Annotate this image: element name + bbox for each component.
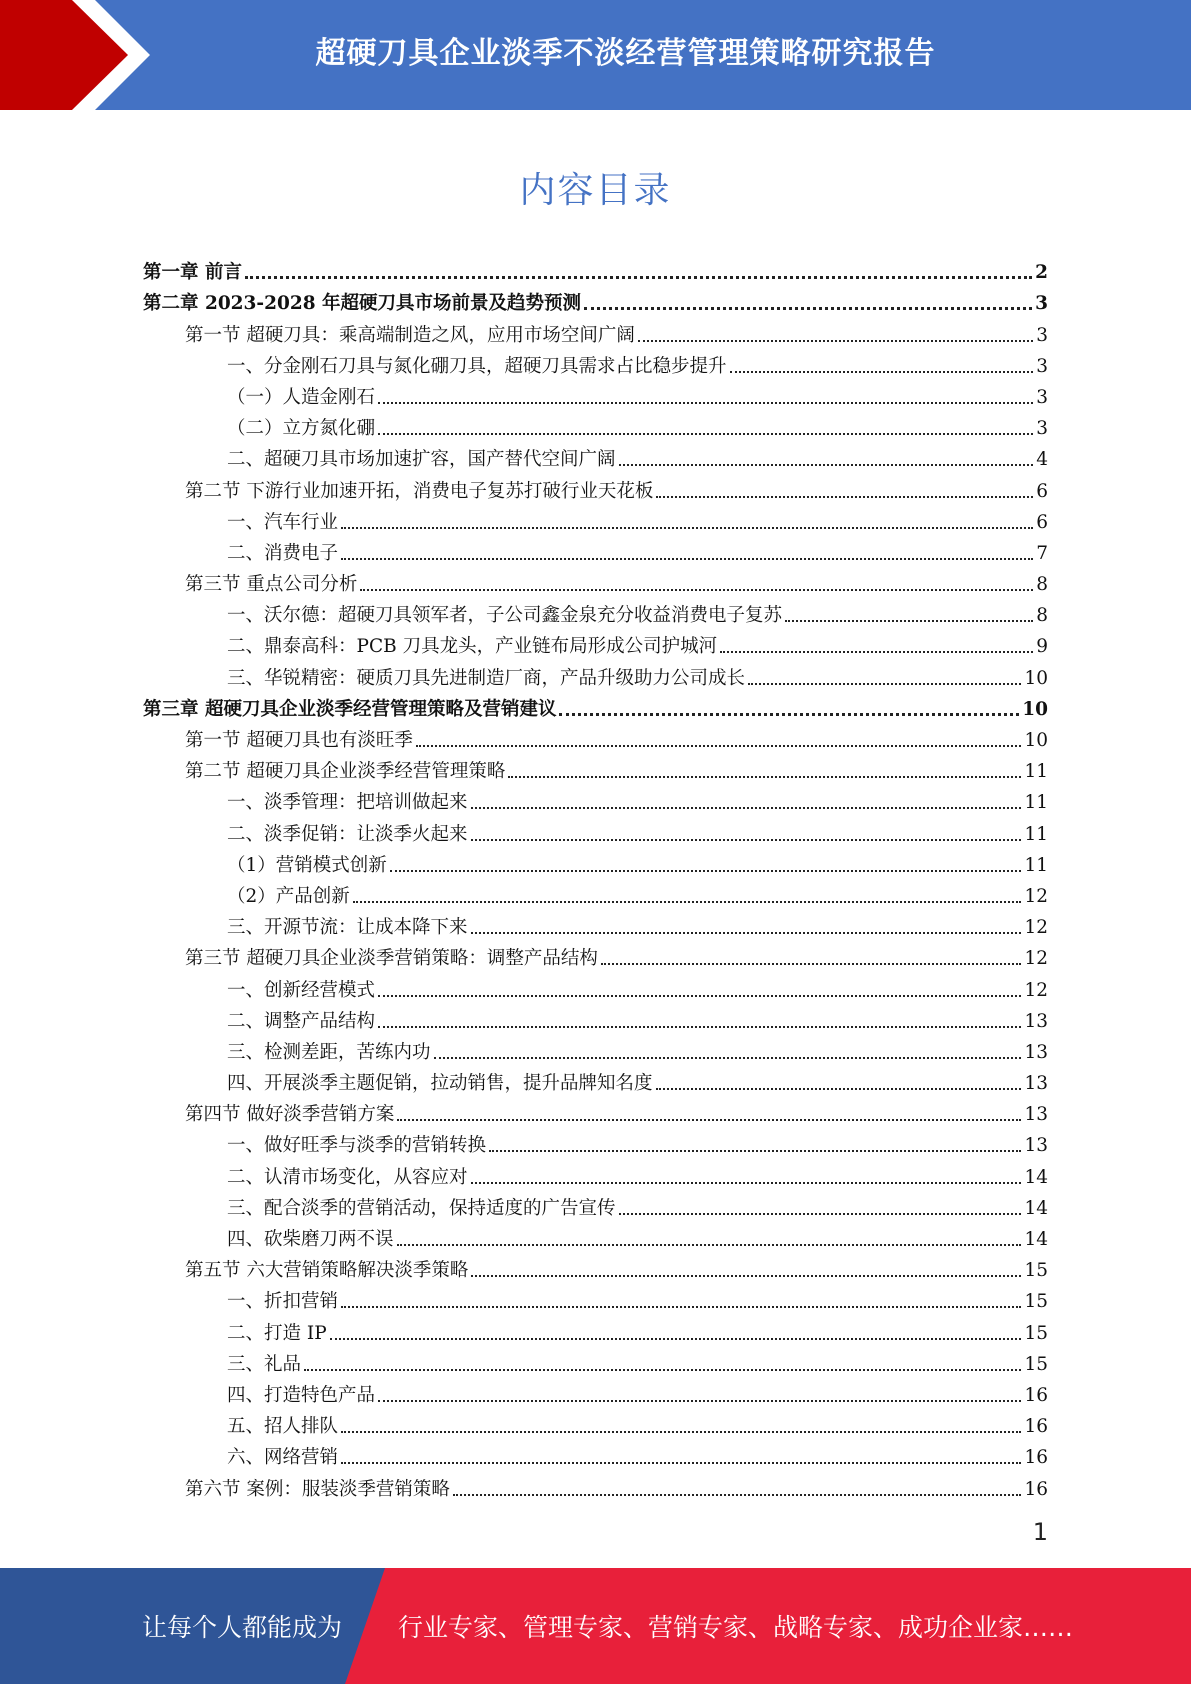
toc-entry-page: 15 <box>1024 1322 1048 1344</box>
toc-entry-page: 13 <box>1024 1041 1048 1063</box>
toc-entry-page: 16 <box>1024 1478 1048 1500</box>
toc-entry-title: 第四节 做好淡季营销方案 <box>185 1104 395 1126</box>
toc-dot-leader <box>601 963 1022 965</box>
toc-entry[interactable] <box>143 1096 1048 1127</box>
toc-entry-title: 第三节 重点公司分析 <box>185 574 358 596</box>
toc-dot-leader <box>559 713 1019 716</box>
toc-dot-leader <box>341 1462 1021 1464</box>
toc-entry-page: 16 <box>1024 1447 1048 1469</box>
toc-entry[interactable] <box>143 1314 1048 1345</box>
toc-entry[interactable] <box>143 1221 1048 1252</box>
toc-entry-page: 13 <box>1024 1104 1048 1126</box>
toc-entry-title: 二、消费电子 <box>227 542 339 564</box>
toc-entry[interactable] <box>143 285 1048 316</box>
toc-entry[interactable] <box>143 1439 1048 1470</box>
toc-entry-title: 二、鼎泰高科：PCB 刀具龙头，产业链布局形成公司护城河 <box>227 636 718 658</box>
toc-entry-page: 6 <box>1036 480 1048 502</box>
toc-entry-title: 一、淡季管理：把培训做起来 <box>227 792 468 814</box>
toc-entry-page: 16 <box>1024 1384 1048 1406</box>
toc-entry[interactable] <box>143 691 1048 722</box>
toc-entry[interactable] <box>143 1252 1048 1283</box>
toc-entry[interactable] <box>143 909 1048 940</box>
toc-dot-leader <box>353 901 1022 903</box>
toc-entry-title: 三、礼品 <box>227 1353 302 1375</box>
toc-entry[interactable] <box>143 753 1048 784</box>
toc-entry[interactable] <box>143 1127 1048 1158</box>
toc-entry[interactable] <box>143 504 1048 535</box>
toc-dot-leader <box>378 1026 1021 1028</box>
header-banner <box>0 0 1191 110</box>
toc-entry-page: 13 <box>1024 1135 1048 1157</box>
toc-dot-leader <box>748 683 1021 685</box>
toc-entry-title: 四、砍柴磨刀两不误 <box>227 1229 394 1250</box>
toc-entry-page: 10 <box>1024 730 1048 751</box>
toc-entry-title: 二、淡季促销：让淡季火起来 <box>227 823 468 845</box>
toc-entry-title: 第三节 超硬刀具企业淡季营销策略：调整产品结构 <box>185 948 598 970</box>
toc-entry[interactable] <box>143 815 1048 846</box>
toc-entry-title: 三、检测差距，苦练内功 <box>227 1041 431 1063</box>
toc-entry-title: 二、打造 IP <box>227 1322 327 1344</box>
toc-entry-page: 14 <box>1024 1229 1048 1250</box>
toc-entry[interactable] <box>143 1377 1048 1408</box>
toc-heading: 内容目录 <box>519 170 672 211</box>
toc-entry-title: 二、调整产品结构 <box>227 1010 376 1032</box>
toc-entry-page: 12 <box>1024 948 1048 970</box>
toc-entry-title: 二、超硬刀具市场加速扩容，国产替代空间广阔 <box>227 449 616 471</box>
toc-entry-title: 一、沃尔德：超硬刀具领军者，子公司鑫金泉充分收益消费电子复苏 <box>227 605 783 627</box>
toc-entry-page: 11 <box>1024 823 1048 845</box>
toc-entry-page: 11 <box>1024 792 1048 814</box>
toc-dot-leader <box>416 745 1022 747</box>
toc-entry[interactable] <box>143 472 1048 503</box>
toc-entry-title: （2）产品创新 <box>227 885 350 907</box>
toc-dot-leader <box>330 1338 1022 1340</box>
toc-dot-leader <box>341 1306 1021 1308</box>
toc-entry-page: 12 <box>1024 979 1048 1001</box>
toc-dot-leader <box>453 1494 1022 1496</box>
footer-banner <box>0 1568 1191 1684</box>
toc-entry[interactable] <box>143 597 1048 628</box>
toc-entry-page: 10 <box>1024 667 1048 689</box>
toc-entry[interactable] <box>143 379 1048 410</box>
toc-entry[interactable] <box>143 940 1048 971</box>
toc-entry[interactable] <box>143 1190 1048 1221</box>
toc-dot-leader <box>434 1057 1022 1059</box>
toc-entry-page: 6 <box>1036 511 1048 533</box>
toc-entry-page: 14 <box>1024 1166 1048 1188</box>
toc-entry-page: 3 <box>1036 386 1048 408</box>
toc-dot-leader <box>508 776 1021 778</box>
toc-dot-leader <box>730 371 1034 373</box>
toc-dot-leader <box>471 932 1022 934</box>
toc-entry-title: 四、开展淡季主题促销，拉动销售，提升品牌知名度 <box>227 1073 653 1095</box>
toc-dot-leader <box>489 1150 1021 1152</box>
toc-entry-page: 3 <box>1035 293 1048 315</box>
toc-entry-page: 3 <box>1036 324 1048 346</box>
table-of-contents <box>143 254 1048 1502</box>
toc-dot-leader <box>584 307 1032 310</box>
toc-entry[interactable] <box>143 1158 1048 1189</box>
toc-entry[interactable] <box>143 254 1048 285</box>
toc-entry-page: 9 <box>1036 636 1048 658</box>
toc-entry[interactable] <box>143 1003 1048 1034</box>
toc-dot-leader <box>785 620 1033 622</box>
toc-dot-leader <box>397 1119 1021 1121</box>
toc-dot-leader <box>720 651 1033 653</box>
footer-slogan-left: 让每个人都能成为 <box>142 1613 343 1642</box>
toc-entry[interactable] <box>143 316 1048 347</box>
toc-entry[interactable] <box>143 1470 1048 1501</box>
toc-entry[interactable] <box>143 1346 1048 1377</box>
toc-entry[interactable] <box>143 535 1048 566</box>
toc-entry-title: 一、创新经营模式 <box>227 979 376 1001</box>
toc-entry-title: 六、网络营销 <box>227 1447 339 1469</box>
toc-entry-page: 7 <box>1036 542 1048 564</box>
toc-entry[interactable] <box>143 410 1048 441</box>
toc-entry-title: 第一节 超硬刀具也有淡旺季 <box>185 730 413 751</box>
toc-entry[interactable] <box>143 1065 1048 1096</box>
page-number: 1 <box>1032 1518 1048 1546</box>
toc-dot-leader <box>619 1213 1022 1215</box>
toc-entry-page: 15 <box>1024 1353 1048 1375</box>
toc-dot-leader <box>390 870 1022 872</box>
toc-dot-leader <box>397 1244 1022 1246</box>
toc-entry-title: （一）人造金刚石 <box>227 386 376 408</box>
document-title: 超硬刀具企业淡季不淡经营管理策略研究报告 <box>315 36 936 71</box>
toc-entry[interactable] <box>143 1034 1048 1065</box>
toc-entry-page: 8 <box>1036 605 1048 627</box>
toc-entry-title: 一、分金刚石刀具与氮化硼刀具，超硬刀具需求占比稳步提升 <box>227 355 727 377</box>
toc-entry-title: 第二节 下游行业加速开拓，消费电子复苏打破行业天花板 <box>185 480 654 502</box>
toc-entry[interactable] <box>143 878 1048 909</box>
toc-entry-title: 第一章 前言 <box>143 262 242 284</box>
toc-dot-leader <box>638 340 1033 342</box>
toc-entry[interactable] <box>143 722 1048 753</box>
toc-dot-leader <box>656 1088 1022 1090</box>
toc-entry[interactable] <box>143 348 1048 379</box>
toc-entry-title: 一、折扣营销 <box>227 1291 339 1313</box>
toc-entry-title: 三、华锐精密：硬质刀具先进制造厂商，产品升级助力公司成长 <box>227 667 746 689</box>
toc-entry-page: 15 <box>1024 1260 1048 1282</box>
toc-entry-title: 二、认清市场变化，从容应对 <box>227 1166 468 1188</box>
toc-entry-page: 4 <box>1036 449 1048 471</box>
toc-dot-leader <box>471 807 1022 809</box>
toc-entry-title: 第五节 六大营销策略解决淡季策略 <box>185 1260 469 1282</box>
toc-entry-title: （二）立方氮化硼 <box>227 418 376 440</box>
toc-entry-page: 12 <box>1024 917 1048 939</box>
toc-entry-title: 五、招人排队 <box>227 1416 339 1438</box>
toc-entry-page: 11 <box>1024 761 1048 783</box>
toc-entry-title: 第二章 2023-2028 年超硬刀具市场前景及趋势预测 <box>143 293 582 315</box>
toc-dot-leader <box>378 995 1021 997</box>
toc-entry[interactable] <box>143 847 1048 878</box>
toc-entry-page: 15 <box>1024 1291 1048 1313</box>
toc-entry-title: 第一节 超硬刀具：乘高端制造之风，应用市场空间广阔 <box>185 324 635 346</box>
footer-slogan-right: 行业专家、管理专家、营销专家、战略专家、成功企业家…… <box>398 1613 1074 1642</box>
toc-entry-page: 8 <box>1036 574 1048 596</box>
toc-dot-leader <box>656 496 1033 498</box>
toc-entry-page: 11 <box>1024 854 1048 876</box>
toc-entry[interactable] <box>143 1408 1048 1439</box>
toc-entry-title: （1）营销模式创新 <box>227 854 387 876</box>
toc-entry-page: 10 <box>1022 698 1048 720</box>
toc-entry[interactable] <box>143 1283 1048 1314</box>
toc-dot-leader <box>360 589 1033 591</box>
toc-entry[interactable] <box>143 971 1048 1002</box>
toc-entry-title: 第二节 超硬刀具企业淡季经营管理策略 <box>185 761 506 783</box>
toc-entry-page: 3 <box>1036 355 1048 377</box>
toc-entry-page: 12 <box>1024 885 1048 907</box>
toc-entry-page: 3 <box>1036 418 1048 440</box>
toc-dot-leader <box>471 1275 1021 1277</box>
toc-dot-leader <box>378 433 1033 435</box>
toc-entry-title: 第三章 超硬刀具企业淡季经营管理策略及营销建议 <box>143 698 557 720</box>
toc-entry-page: 14 <box>1024 1197 1048 1219</box>
toc-entry[interactable] <box>143 628 1048 659</box>
toc-dot-leader <box>471 1182 1022 1184</box>
toc-entry-page: 13 <box>1024 1073 1048 1095</box>
toc-dot-leader <box>341 527 1033 529</box>
toc-entry-page: 2 <box>1035 262 1048 284</box>
toc-entry[interactable] <box>143 784 1048 815</box>
toc-dot-leader <box>378 402 1033 404</box>
toc-entry-title: 四、打造特色产品 <box>227 1384 376 1406</box>
toc-entry-page: 13 <box>1024 1010 1048 1032</box>
toc-entry-title: 第六节 案例：服装淡季营销策略 <box>185 1478 450 1500</box>
toc-dot-leader <box>304 1369 1021 1371</box>
toc-entry[interactable] <box>143 566 1048 597</box>
toc-dot-leader <box>341 1431 1021 1433</box>
toc-entry-title: 一、汽车行业 <box>227 511 339 533</box>
toc-dot-leader <box>341 558 1033 560</box>
toc-dot-leader <box>378 1400 1021 1402</box>
toc-entry[interactable] <box>143 659 1048 690</box>
toc-entry-page: 16 <box>1024 1416 1048 1438</box>
toc-entry-title: 三、配合淡季的营销活动，保持适度的广告宣传 <box>227 1197 616 1219</box>
toc-dot-leader <box>245 276 1032 279</box>
toc-entry-title: 一、做好旺季与淡季的营销转换 <box>227 1135 487 1157</box>
toc-dot-leader <box>471 839 1022 841</box>
toc-dot-leader <box>619 464 1034 466</box>
toc-entry-title: 三、开源节流：让成本降下来 <box>227 917 468 939</box>
toc-entry[interactable] <box>143 441 1048 472</box>
